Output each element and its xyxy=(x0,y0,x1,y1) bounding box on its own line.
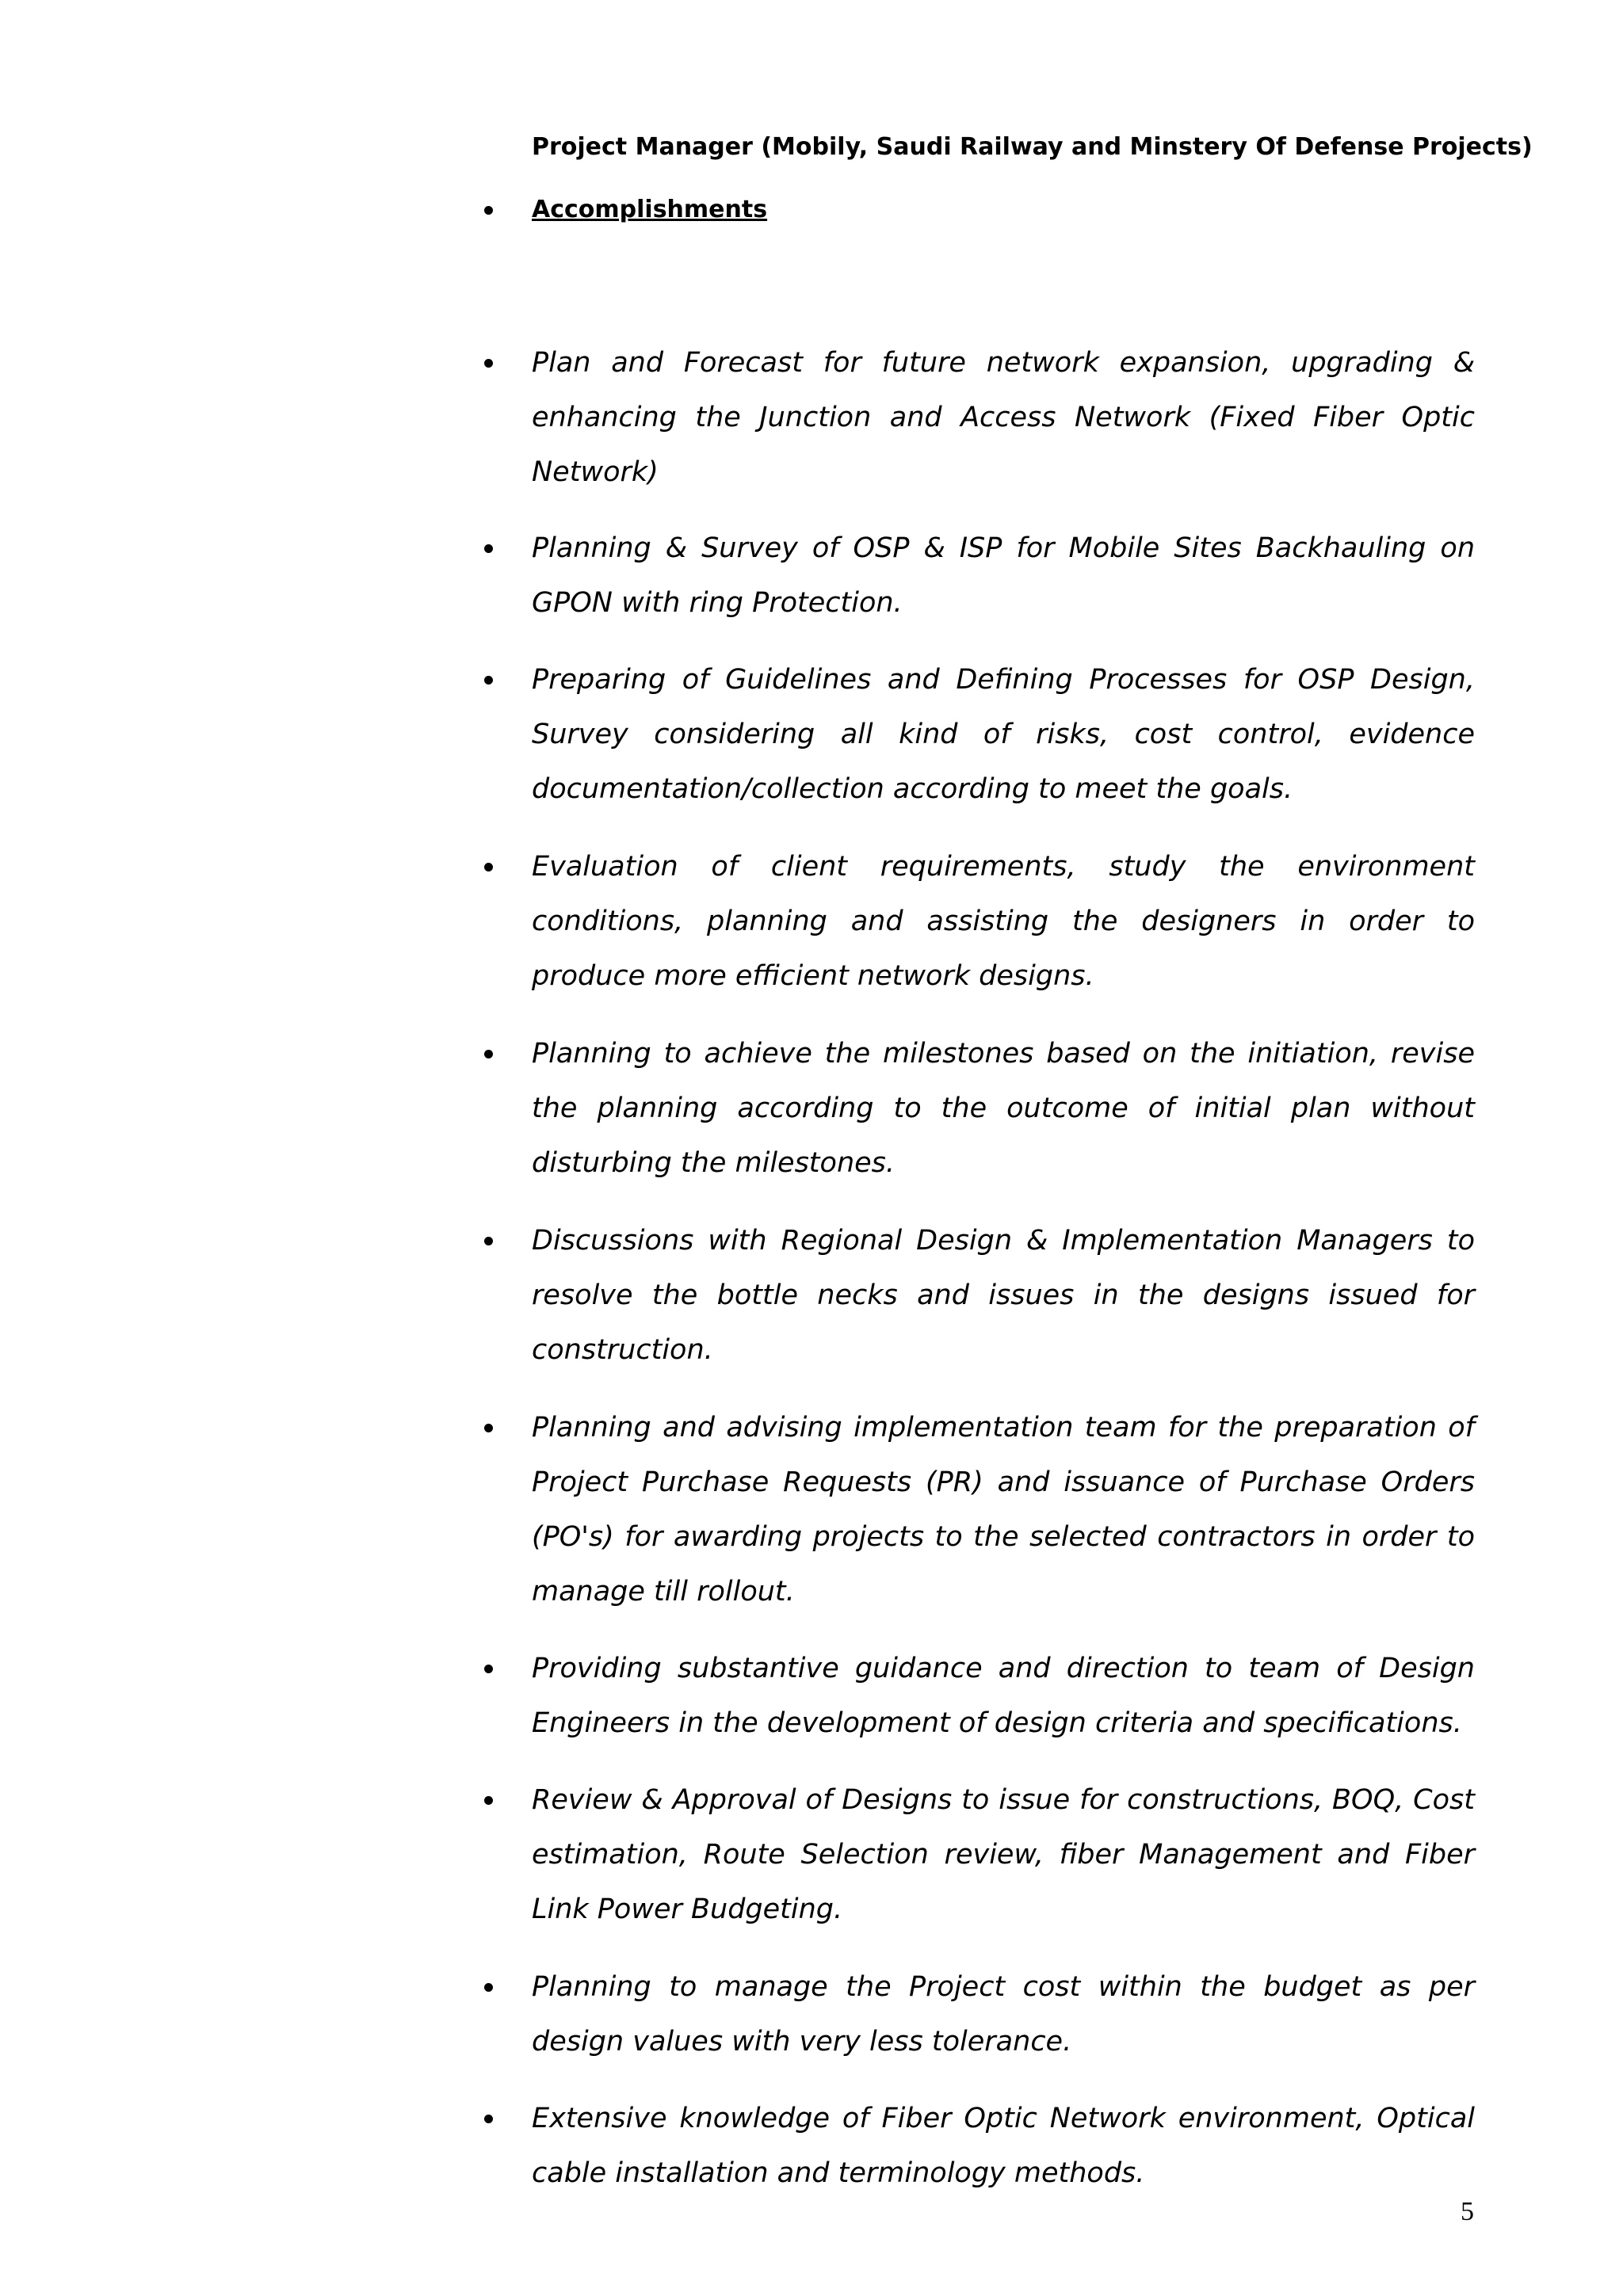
bullet-icon xyxy=(484,676,493,685)
list-item-text: Providing substantive guidance and direction to team of Design Engineers in the development of design criteria and specifications. xyxy=(532,1653,1475,1739)
bullet-icon xyxy=(484,359,493,368)
bullet-icon xyxy=(484,1237,493,1245)
bullet-icon xyxy=(484,863,493,871)
list-item-text: Planning and advising implementation team for the preparation of Project Purchase Requests (PR) and issuance of Purchase Orders (PO's) for awarding projects to the selected contractors in order to manage till rollout. xyxy=(532,1412,1475,1608)
list-item-text: Extensive knowledge of Fiber Optic Network environment, Optical cable installation and terminology methods. xyxy=(532,2103,1475,2189)
bullet-icon xyxy=(484,1665,493,1673)
bullet-icon xyxy=(484,544,493,553)
bullet-icon xyxy=(484,1050,493,1058)
list-item-text: Plan and Forecast for future network expansion, upgrading & enhancing the Junction and Access Network (Fixed Fiber Optic Network) xyxy=(532,347,1475,488)
bullet-icon xyxy=(484,1796,493,1805)
bullet-icon xyxy=(484,1424,493,1432)
list-item-text: Planning to achieve the milestones based on the initiation, revise the planning according to the outcome of initial plan without disturbing the milestones. xyxy=(532,1038,1475,1179)
list-item-text: Preparing of Guidelines and Defining Processes for OSP Design, Survey considering all kind of risks, cost control, evidence documentation/collection according to meet the goals. xyxy=(532,664,1475,805)
list-item-text: Planning & Survey of OSP & ISP for Mobile Sites Backhauling on GPON with ring Protection. xyxy=(532,532,1475,619)
accomplishments-label: Accomplishments xyxy=(532,196,768,223)
page-number: 5 xyxy=(1461,2197,1474,2226)
bullet-icon xyxy=(484,1983,493,1992)
list-item-text: Planning to manage the Project cost within the budget as per design values with very less tolerance. xyxy=(532,1971,1475,2058)
list-item-text: Discussions with Regional Design & Implementation Managers to resolve the bottle necks and issues in the designs issued for construction. xyxy=(532,1225,1475,1366)
bullet-icon xyxy=(484,2115,493,2123)
list-item-text: Review & Approval of Designs to issue for constructions, BOQ, Cost estimation, Route Selection review, fiber Management and Fiber Link Power Budgeting. xyxy=(532,1784,1475,1925)
list-item-text: Evaluation of client requirements, study the environment conditions, planning and assisting the designers in order to produce more efficient network designs. xyxy=(532,851,1475,992)
job-title-heading: Project Manager (Mobily, Saudi Railway and Minstery Of Defense Projects) xyxy=(532,133,1533,161)
